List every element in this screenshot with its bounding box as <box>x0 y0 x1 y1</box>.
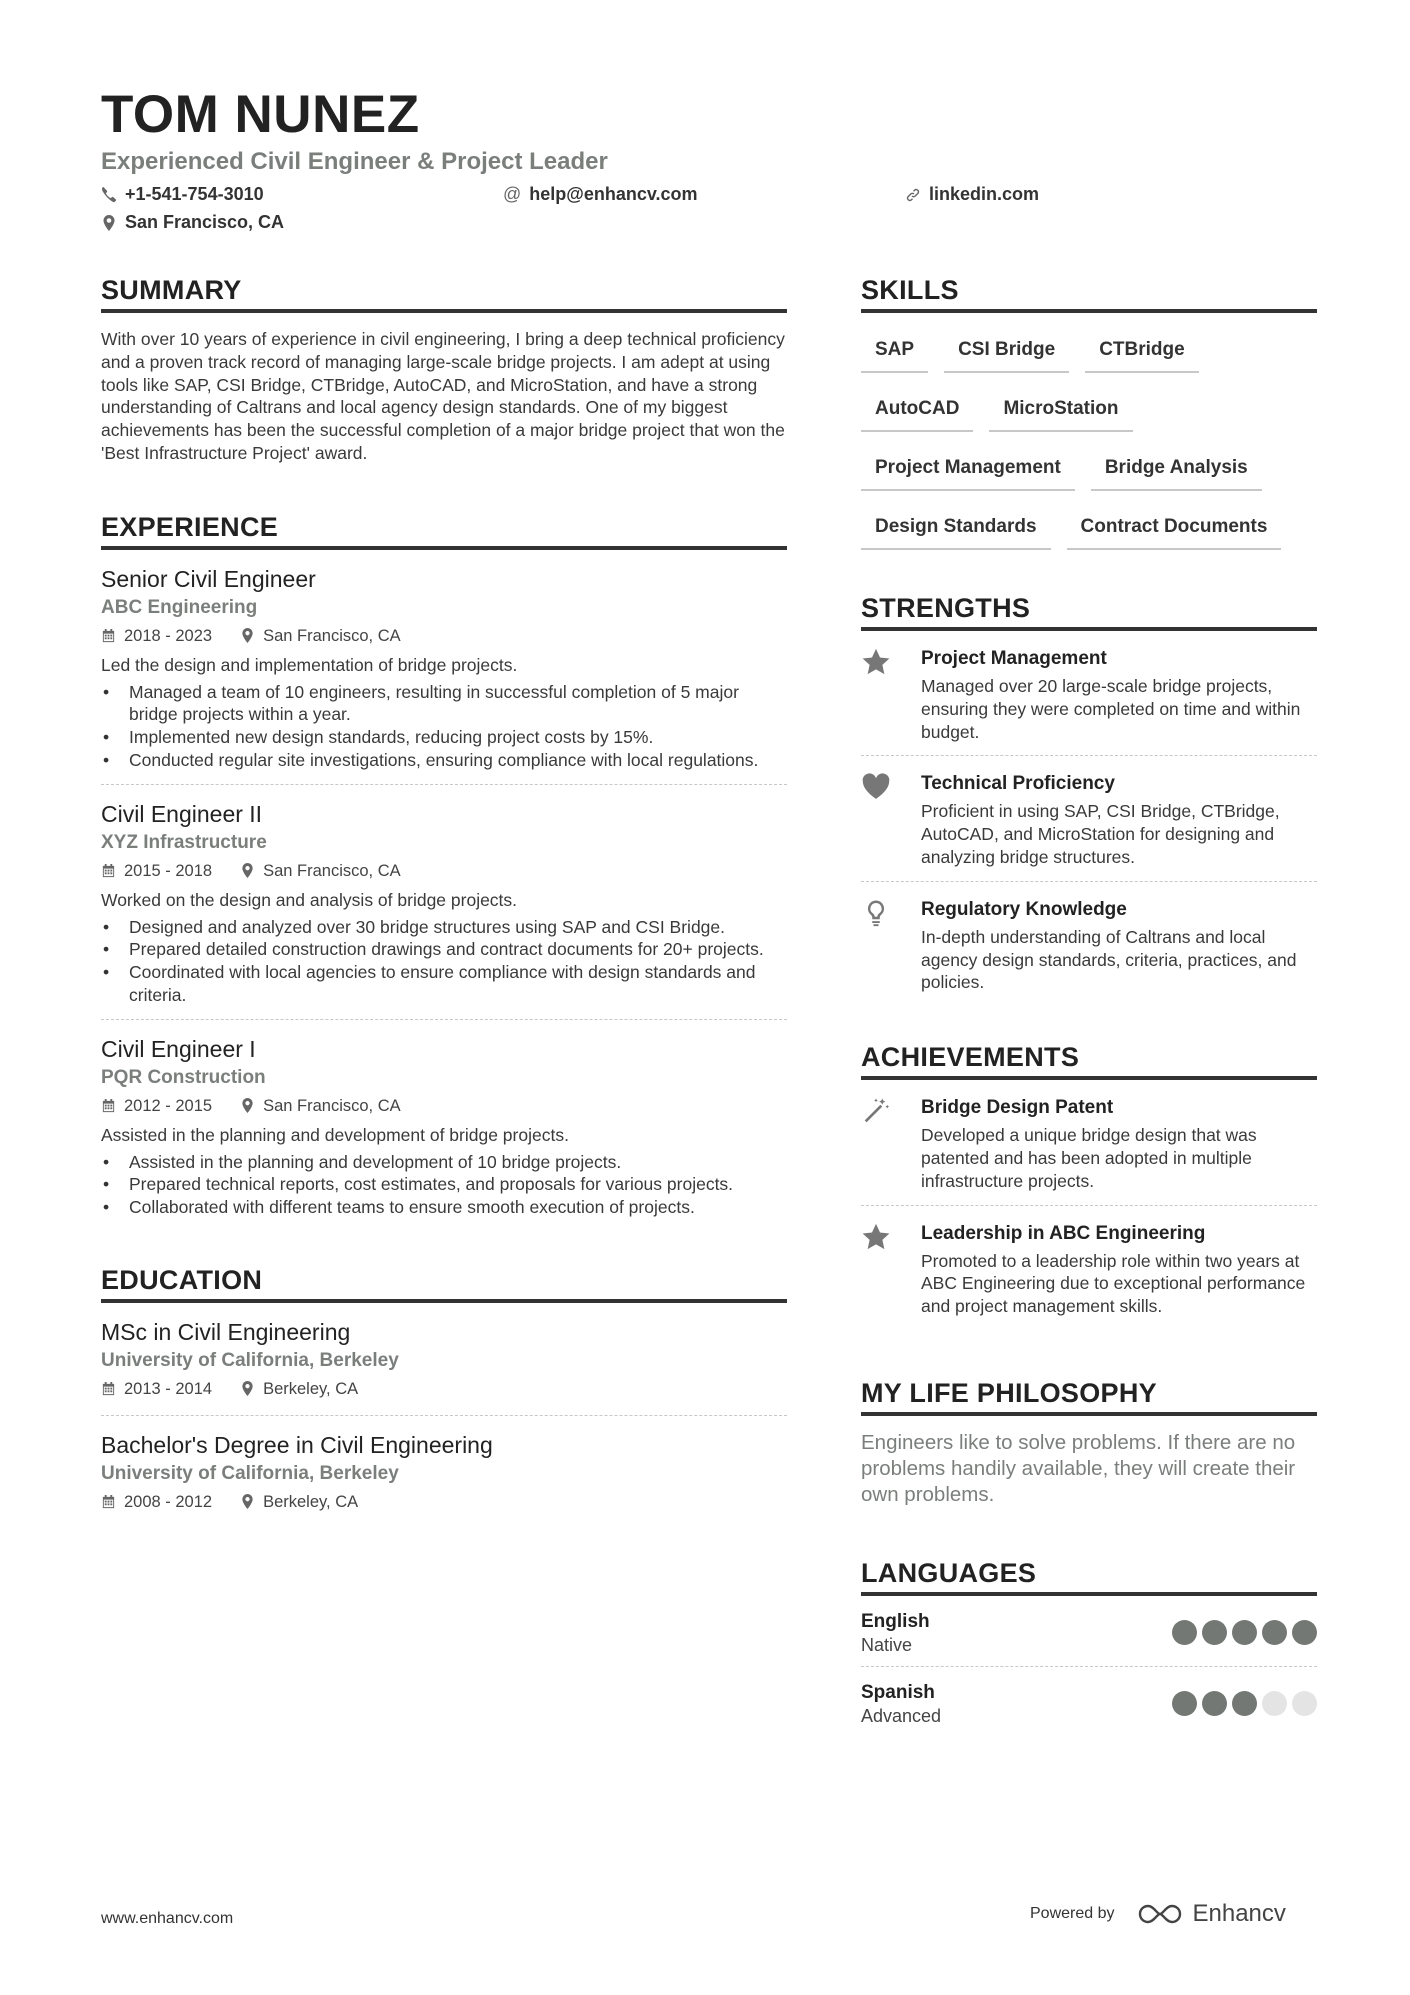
achievements-title: ACHIEVEMENTS <box>861 1042 1317 1080</box>
job-location <box>240 622 401 650</box>
strength-title: Project Management <box>921 648 1107 669</box>
education-location <box>240 1488 358 1516</box>
achievement-body <box>921 1220 1317 1318</box>
candidate-headline: Experienced Civil Engineer & Project Leader <box>101 148 608 175</box>
education-item <box>101 1416 787 1528</box>
education-school: University of California, Berkeley <box>101 1462 399 1484</box>
skill-tag: CSI Bridge <box>944 335 1069 373</box>
language-rating <box>1172 1691 1317 1716</box>
education-dates <box>101 1488 212 1516</box>
job-dates <box>101 622 212 650</box>
experience-list <box>101 550 787 1231</box>
rating-dot <box>1232 1691 1257 1716</box>
education-dates-text: 2008 - 2012 <box>124 1492 213 1511</box>
philosophy-text: Engineers like to solve problems. If there are no problems handily available, they will create their own problems. <box>861 1430 1296 1506</box>
achievement-icon-wrap <box>861 1094 921 1192</box>
education-list <box>101 1303 787 1528</box>
experience-item <box>101 785 787 1020</box>
brand-logo[interactable] <box>1137 1900 1286 1928</box>
job-bullet: • Implemented new design standards, reducing project costs by 15%. <box>101 726 787 749</box>
map-pin-icon <box>240 863 255 878</box>
skills-list <box>861 313 1317 550</box>
map-pin-icon <box>240 628 255 643</box>
strength-body <box>921 896 1317 994</box>
strength-description: Managed over 20 large-scale bridge projects, ensuring they were completed on time and within budget. <box>921 676 1301 742</box>
language-level: Native <box>861 1634 913 1655</box>
education-degree: Bachelor's Degree in Civil Engineering <box>101 1431 493 1458</box>
contact-linkedin[interactable] <box>905 184 1039 205</box>
education-degree: MSc in Civil Engineering <box>101 1318 351 1345</box>
skill-tag: Project Management <box>861 453 1075 491</box>
job-bullet: • Designed and analyzed over 30 bridge structures using SAP and CSI Bridge. <box>101 916 787 939</box>
job-bullet: • Managed a team of 10 engineers, resulting in successful completion of 5 major bridge projects within a year. <box>101 681 787 727</box>
strength-icon-wrap <box>861 645 921 743</box>
strength-body <box>921 770 1317 868</box>
job-description: Led the design and implementation of bridge projects. <box>101 654 518 675</box>
map-pin-icon <box>101 215 117 231</box>
strength-icon-wrap <box>861 896 921 994</box>
achievement-title: Leadership in ABC Engineering <box>921 1222 1206 1244</box>
job-dates-text: 2015 - 2018 <box>124 861 213 880</box>
experience-item <box>101 1020 787 1231</box>
link-icon <box>905 187 921 203</box>
strength-title: Technical Proficiency <box>921 773 1115 795</box>
experience-item <box>101 550 787 785</box>
education-item <box>101 1303 787 1416</box>
job-bullets <box>101 1151 787 1219</box>
map-pin-icon <box>240 1098 255 1113</box>
education-meta <box>101 1488 787 1516</box>
location-text: San Francisco, CA <box>125 212 285 232</box>
calendar-icon <box>101 1494 116 1509</box>
philosophy-section <box>861 1378 1317 1508</box>
strength-description: Proficient in using SAP, CSI Bridge, CTBridge, AutoCAD, and MicroStation for designing and analyzing bridge structures. <box>921 801 1280 867</box>
achievement-description: Developed a unique bridge design that was patented and has been adopted in multiple infrastructure projects. <box>921 1125 1257 1191</box>
job-description: Worked on the design and analysis of bridge projects. <box>101 889 518 910</box>
heart-icon <box>861 772 891 802</box>
job-bullet: • Assisted in the planning and development of 10 bridge projects. <box>101 1151 787 1174</box>
strength-item <box>861 882 1317 1006</box>
language-name: Spanish <box>861 1681 935 1703</box>
rating-dot <box>1172 1691 1197 1716</box>
job-bullet: • Prepared detailed construction drawings and contract documents for 20+ projects. <box>101 938 787 961</box>
enhancv-logo-icon <box>1137 1901 1183 1927</box>
education-dates <box>101 1375 212 1403</box>
strength-title: Regulatory Knowledge <box>921 898 1127 920</box>
language-info <box>861 1610 930 1656</box>
rating-dot <box>1202 1691 1227 1716</box>
experience-section <box>101 512 787 1231</box>
strength-body <box>921 645 1317 743</box>
rating-dot <box>1262 1620 1287 1645</box>
job-location <box>240 857 401 885</box>
calendar-icon <box>101 1381 116 1396</box>
strength-item <box>861 631 1317 756</box>
job-location-text: San Francisco, CA <box>263 861 401 880</box>
achievement-body <box>921 1094 1317 1192</box>
job-title: Civil Engineer I <box>101 1035 256 1062</box>
achievement-item <box>861 1080 1317 1205</box>
calendar-icon <box>101 1098 116 1113</box>
job-location-text: San Francisco, CA <box>263 626 401 645</box>
rating-dot <box>1232 1620 1257 1645</box>
brand-text: Enhancv <box>1192 1900 1286 1927</box>
job-company: ABC Engineering <box>101 596 258 618</box>
job-bullets <box>101 916 787 1007</box>
philosophy-title: MY LIFE PHILOSOPHY <box>861 1378 1317 1416</box>
rating-dot <box>1172 1620 1197 1645</box>
job-meta <box>101 1092 787 1120</box>
strengths-list <box>861 631 1317 1006</box>
job-bullet: • Conducted regular site investigations, ensuring compliance with local regulations. <box>101 749 787 772</box>
education-meta <box>101 1375 787 1403</box>
achievement-item <box>861 1206 1317 1330</box>
summary-text: With over 10 years of experience in civil engineering, I bring a deep technical proficiency and a proven track record of managing large-scale bridge projects. I am adept at using tools like SAP, CSI Bridge, CTBridge, AutoCAD, and MicroStation, and have a strong understanding of Caltrans and local agency design standards. One of my biggest achievements has been the successful completion of a major bridge project that won the 'Best Infrastructure Project' award. <box>101 329 785 463</box>
education-section <box>101 1265 787 1528</box>
magic-wand-icon <box>861 1096 891 1126</box>
skill-tag: CTBridge <box>1085 335 1199 373</box>
map-pin-icon <box>240 1381 255 1396</box>
strengths-section <box>861 593 1317 1006</box>
calendar-icon <box>101 628 116 643</box>
rating-dot <box>1292 1691 1317 1716</box>
achievements-section <box>861 1042 1317 1330</box>
achievements-list <box>861 1080 1317 1330</box>
strength-description: In-depth understanding of Caltrans and local agency design standards, criteria, practices, and policies. <box>921 926 1297 993</box>
job-description: Assisted in the planning and development of bridge projects. <box>101 1124 569 1145</box>
language-item <box>861 1667 1317 1737</box>
contact-location <box>101 212 284 233</box>
strengths-title: STRENGTHS <box>861 593 1317 631</box>
language-name: English <box>861 1610 930 1632</box>
language-item <box>861 1596 1317 1667</box>
job-bullet: • Prepared technical reports, cost estimates, and proposals for various projects. <box>101 1173 787 1196</box>
skill-tag: SAP <box>861 335 928 373</box>
skill-tag: Bridge Analysis <box>1091 453 1262 491</box>
job-bullet: • Collaborated with different teams to ensure smooth execution of projects. <box>101 1196 787 1219</box>
job-dates <box>101 857 212 885</box>
job-company: XYZ Infrastructure <box>101 831 267 853</box>
summary-title: SUMMARY <box>101 275 787 313</box>
language-rating <box>1172 1620 1317 1645</box>
rating-dot <box>1202 1620 1227 1645</box>
language-level: Advanced <box>861 1705 942 1726</box>
achievement-description: Promoted to a leadership role within two years at ABC Engineering due to exceptional performance and project management skills. <box>921 1250 1306 1317</box>
job-title: Civil Engineer II <box>101 800 263 827</box>
job-bullet: • Coordinated with local agencies to ensure compliance with design standards and criteria. <box>101 961 787 1007</box>
languages-list <box>861 1596 1317 1737</box>
skill-tag: MicroStation <box>989 394 1132 432</box>
summary-section <box>101 275 787 465</box>
footer-website[interactable]: www.enhancv.com <box>101 1910 234 1927</box>
education-title: EDUCATION <box>101 1265 787 1303</box>
contact-phone <box>101 184 264 205</box>
achievement-title: Bridge Design Patent <box>921 1097 1114 1119</box>
experience-title: EXPERIENCE <box>101 512 787 550</box>
calendar-icon <box>101 863 116 878</box>
right-column <box>861 275 1317 1737</box>
skill-tag: Contract Documents <box>1067 512 1282 550</box>
phone-icon <box>101 187 117 203</box>
map-pin-icon <box>240 1494 255 1509</box>
phone-text: +1-541-754-3010 <box>125 184 264 204</box>
education-school: University of California, Berkeley <box>101 1349 399 1371</box>
job-bullets <box>101 681 787 772</box>
languages-title: LANGUAGES <box>861 1558 1317 1596</box>
strength-icon-wrap <box>861 770 921 868</box>
job-meta <box>101 622 787 650</box>
skill-tag: Design Standards <box>861 512 1051 550</box>
lightbulb-icon <box>861 898 891 928</box>
email-text[interactable]: help@enhancv.com <box>529 184 698 204</box>
skills-section <box>861 275 1317 550</box>
education-location <box>240 1375 358 1403</box>
achievement-icon-wrap <box>861 1220 921 1318</box>
job-title: Senior Civil Engineer <box>101 565 316 592</box>
language-info <box>861 1681 941 1727</box>
skill-tag: AutoCAD <box>861 394 973 432</box>
at-icon: @ <box>503 184 522 204</box>
rating-dot <box>1262 1691 1287 1716</box>
linkedin-text[interactable]: linkedin.com <box>929 184 1040 204</box>
languages-section <box>861 1558 1317 1737</box>
left-column <box>101 275 787 1528</box>
rating-dot <box>1292 1620 1317 1645</box>
education-dates-text: 2013 - 2014 <box>124 1379 213 1398</box>
skills-title: SKILLS <box>861 275 1317 313</box>
contact-email[interactable] <box>503 184 698 205</box>
job-location-text: San Francisco, CA <box>263 1096 401 1115</box>
job-dates-text: 2012 - 2015 <box>124 1096 213 1115</box>
job-meta <box>101 857 787 885</box>
job-dates <box>101 1092 212 1120</box>
powered-by-text: Powered by <box>1030 1905 1115 1922</box>
job-company: PQR Construction <box>101 1066 266 1088</box>
job-dates-text: 2018 - 2023 <box>124 626 213 645</box>
footer-branding <box>1030 1900 1286 1928</box>
strength-item <box>861 756 1317 881</box>
star-icon <box>861 1222 891 1252</box>
education-location-text: Berkeley, CA <box>263 1379 359 1398</box>
star-icon <box>861 647 891 677</box>
job-location <box>240 1092 401 1120</box>
candidate-name: TOM NUNEZ <box>101 85 420 144</box>
education-location-text: Berkeley, CA <box>263 1492 359 1511</box>
